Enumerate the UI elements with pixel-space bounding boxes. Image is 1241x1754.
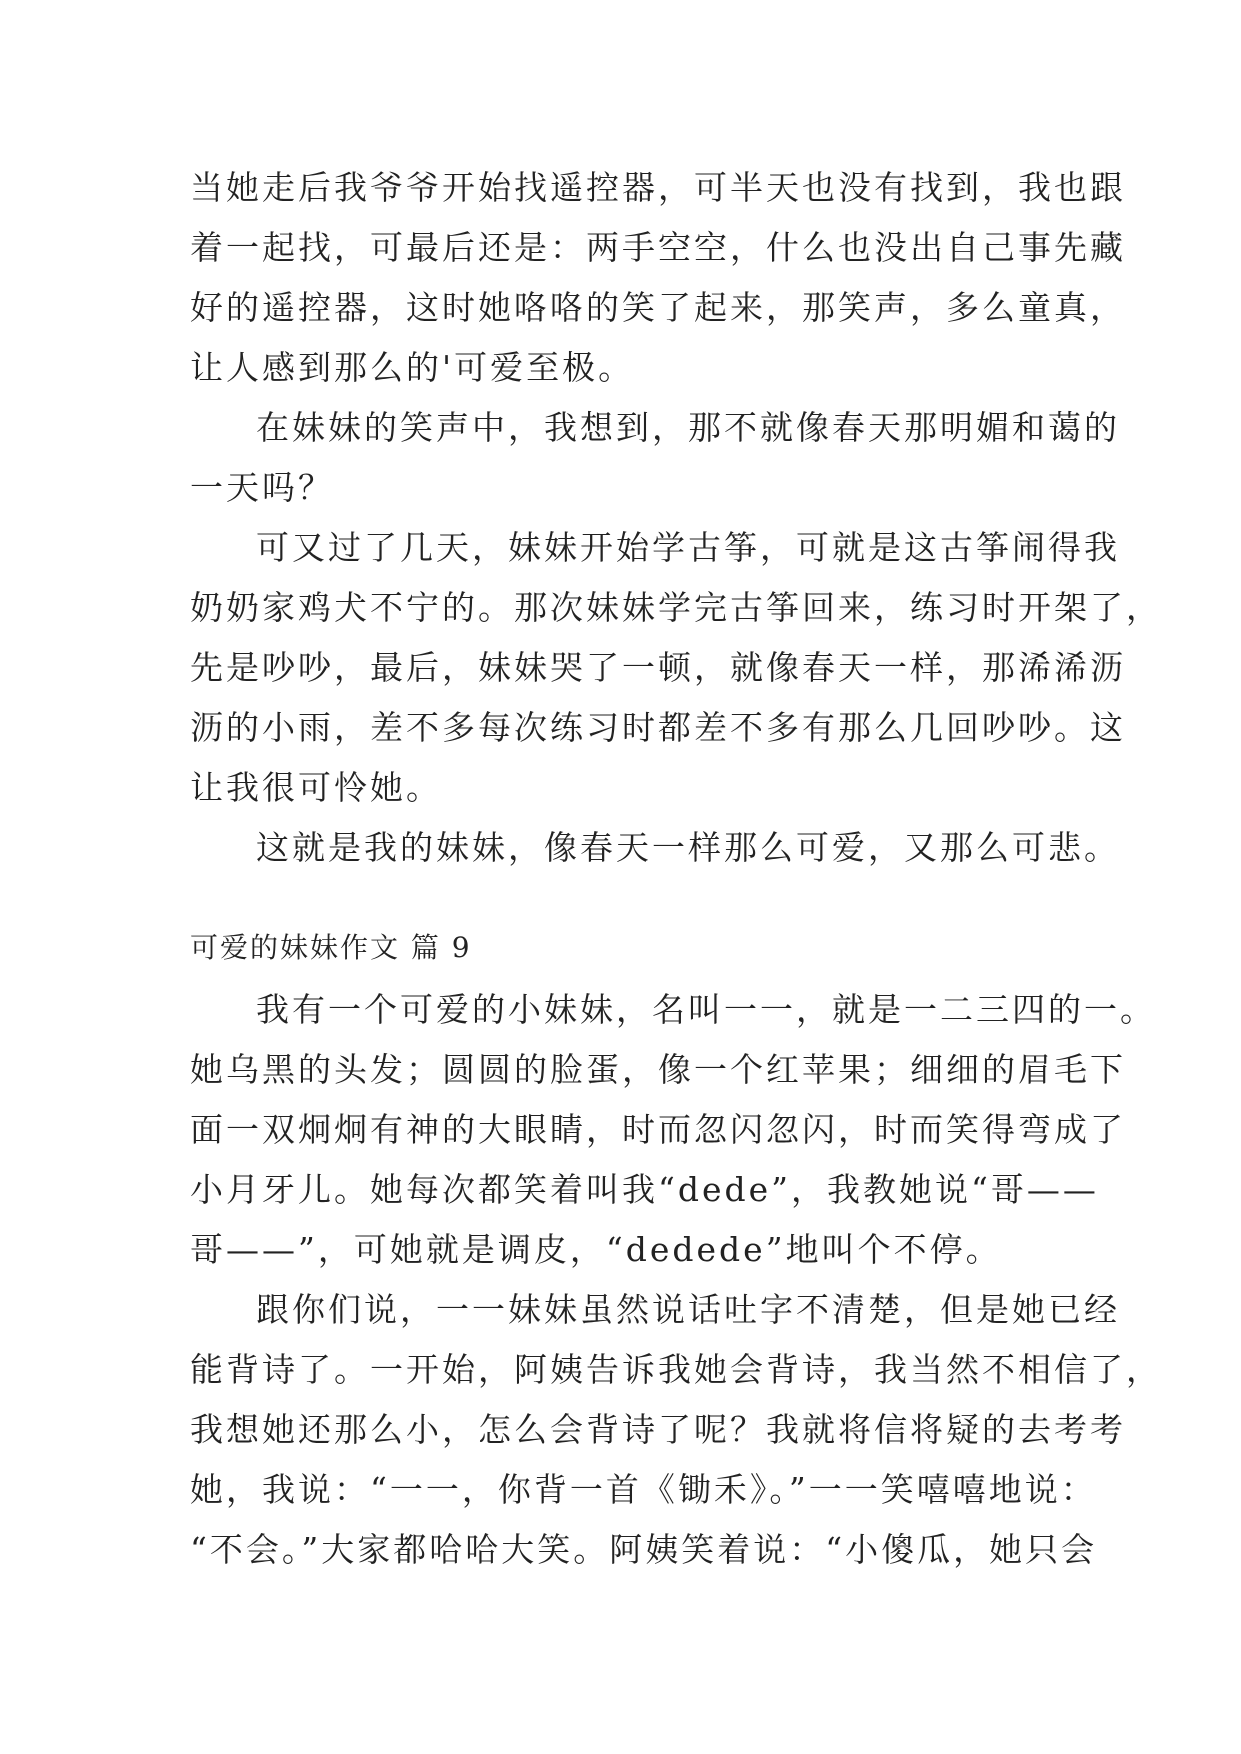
paragraph-line: 她，我说：“一一，你背一首《锄禾》。”一一笑嘻嘻地说： [190,1470,1097,1509]
paragraph-line: 让人感到那么的'可爱至极。 [190,348,635,387]
paragraph-line: 在妹妹的笑声中，我想到，那不就像春天那明媚和蔼的 [256,408,1120,447]
paragraph-line: 先是吵吵，最后，妹妹哭了一顿，就像春天一样，那浠浠沥 [190,648,1126,687]
paragraph-line: 跟你们说，一一妹妹虽然说话吐字不清楚，但是她已经 [256,1290,1120,1329]
paragraph-line: 当她走后我爷爷开始找遥控器，可半天也没有找到，我也跟 [190,168,1126,207]
paragraph-line: “不会。”大家都哈哈大笑。阿姨笑着说：“小傻瓜，她只会 [190,1530,1098,1569]
paragraph-line: 沥的小雨，差不多每次练习时都差不多有那么几回吵吵。这 [190,708,1126,747]
paragraph-line: 这就是我的妹妹，像春天一样那么可爱，又那么可悲。 [256,828,1120,867]
paragraph-line: 奶奶家鸡犬不宁的。那次妹妹学完古筝回来，练习时开架了， [190,588,1162,627]
paragraph-line: 能背诗了。一开始，阿姨告诉我她会背诗，我当然不相信了， [190,1350,1162,1389]
paragraph-line: 让我很可怜她。 [190,768,442,807]
paragraph-line: 小月牙儿。她每次都笑着叫我“dede”，我教她说“哥—— [190,1170,1099,1209]
paragraph-line: 我有一个可爱的小妹妹，名叫一一，就是一二三四的一。 [256,990,1156,1029]
paragraph-line: 好的遥控器，这时她咯咯的笑了起来，那笑声，多么童真， [190,288,1126,327]
paragraph-line: 一天吗？ [190,468,334,507]
paragraph-line: 着一起找，可最后还是：两手空空，什么也没出自己事先藏 [190,228,1126,267]
paragraph-line: 我想她还那么小，怎么会背诗了呢？我就将信将疑的去考考 [190,1410,1126,1449]
paragraph-line: 她乌黑的头发；圆圆的脸蛋，像一个红苹果；细细的眉毛下 [190,1050,1126,1089]
section-heading: 可爱的妹妹作文 篇 9 [190,931,472,964]
paragraph-line: 面一双炯炯有神的大眼睛，时而忽闪忽闪，时而笑得弯成了 [190,1110,1126,1149]
paragraph-line: 哥——”，可她就是调皮，“dedede”地叫个不停。 [190,1230,1002,1269]
paragraph-line: 可又过了几天，妹妹开始学古筝，可就是这古筝闹得我 [256,528,1120,567]
